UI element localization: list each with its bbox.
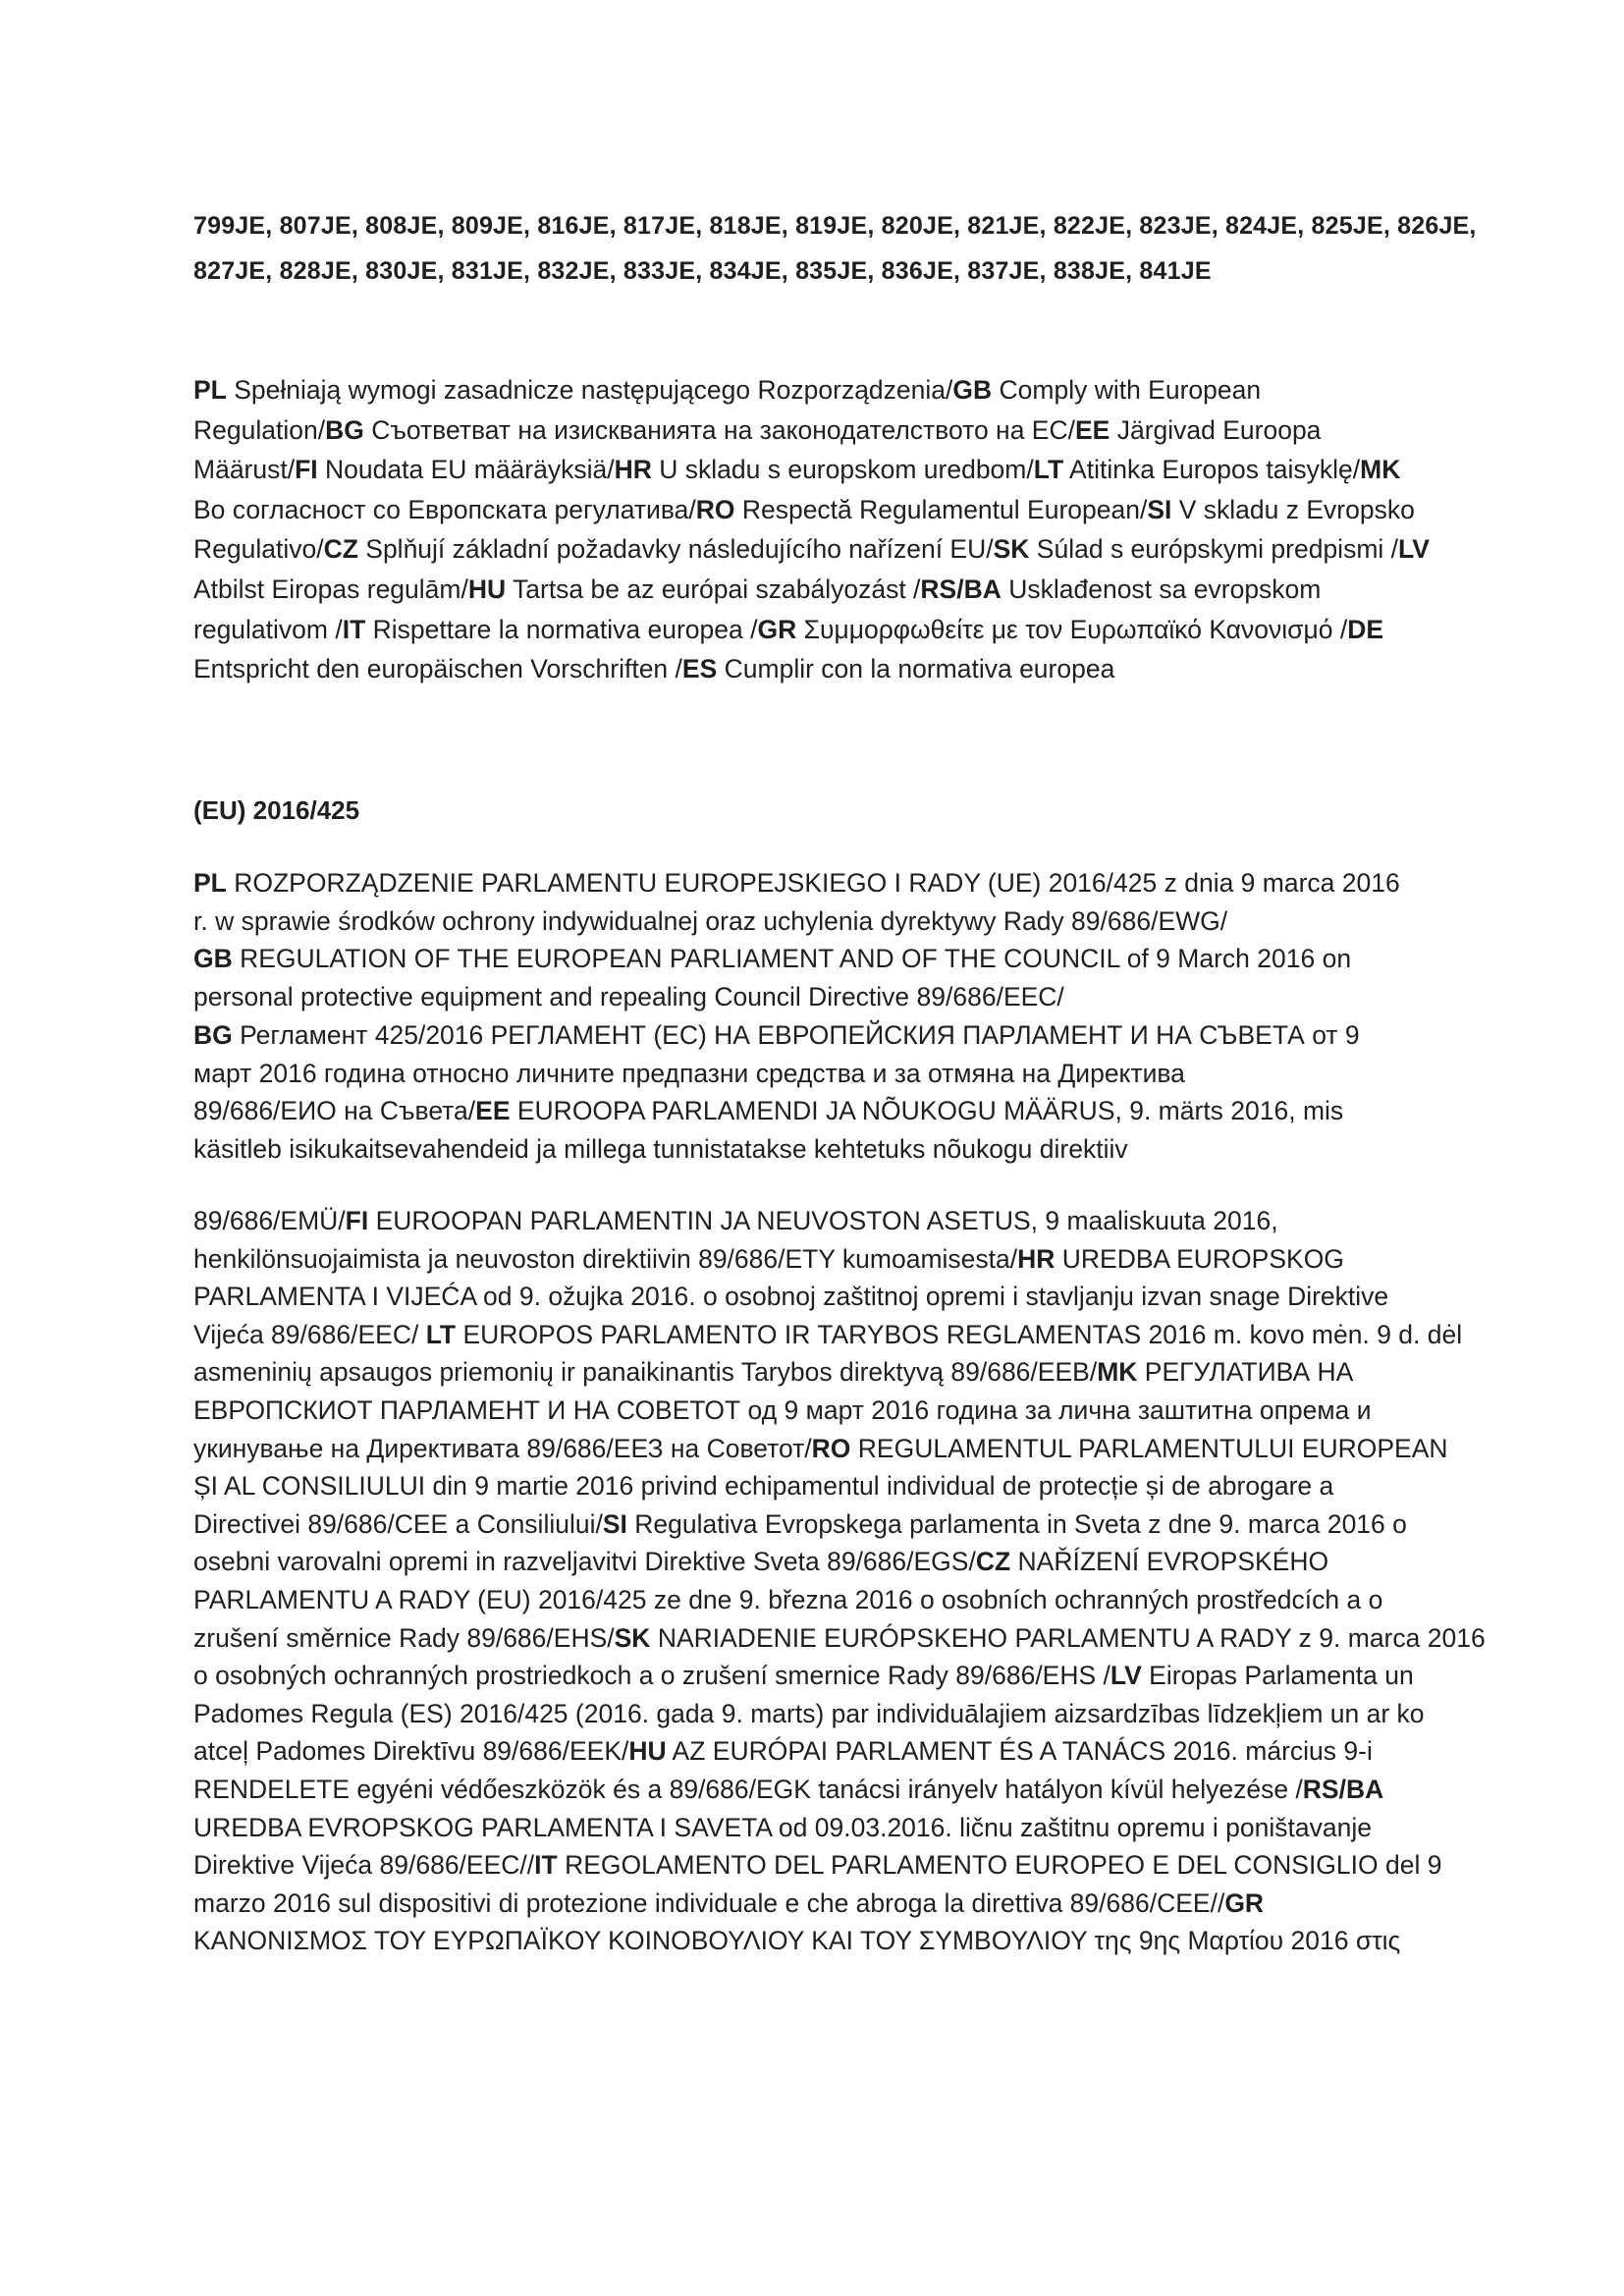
text-segment: РЕГУЛАТИВА НА <box>1137 1357 1354 1388</box>
text-segment: Во согласност со Европската регулатива/ <box>193 494 696 524</box>
text-line <box>193 1543 1470 1581</box>
text-segment: henkilönsuojaimista ja neuvoston direktiivin 89/686/ETY kumoamisesta/ <box>193 1243 1018 1274</box>
text-segment: Regulativo/ <box>193 534 324 565</box>
text-line <box>193 1430 1470 1468</box>
text-line <box>193 902 1470 941</box>
text-line <box>193 1505 1470 1544</box>
text-segment: ROZPORZĄDZENIE PARLAMENTU EUROPEJSKIEGO I RADY (UE) 2016/425 z dnia 9 marca 2016 <box>226 868 1400 898</box>
text-segment: Регламент 425/2016 РЕГЛАМЕНТ (ЕС) НА ЕВРОПЕЙСКИЯ ПАРЛАМЕНТ И НА СЪВЕТА от 9 <box>232 1019 1360 1050</box>
language-code: HU <box>628 1736 667 1767</box>
text-segment: NAŘÍZENÍ EVROPSKÉHO <box>1010 1547 1329 1577</box>
language-code: HR <box>614 455 652 485</box>
text-line <box>193 1016 1470 1055</box>
text-segment: EUROOPAN PARLAMENTIN JA NEUVOSTON ASETUS, 9 maaliskuuta 2016, <box>368 1206 1278 1235</box>
text-line <box>193 370 1470 410</box>
text-line <box>193 1581 1470 1619</box>
text-segment: Съответват на изискванията на законодателството на ЕС/ <box>363 414 1075 445</box>
language-code: GR <box>1224 1887 1265 1918</box>
text-line <box>193 1771 1470 1809</box>
text-line <box>193 1240 1470 1279</box>
text-segment: Splňují základní požadavky následujícího nařízení EU/ <box>357 534 994 565</box>
language-code: MK <box>1097 1357 1138 1388</box>
text-line <box>193 1316 1470 1354</box>
text-line <box>193 1278 1470 1316</box>
text-segment: PARLAMENTU A RADY (EU) 2016/425 ze dne 9. března 2016 o osobních ochranných prostředcích a o <box>193 1584 1383 1614</box>
language-code: HU <box>467 574 507 604</box>
compliance-statement <box>193 370 1470 689</box>
text-line <box>193 1130 1470 1169</box>
language-code: SI <box>1147 494 1172 524</box>
language-code: LT <box>1033 455 1064 485</box>
text-segment: Noudata EU määräyksiä/ <box>317 455 615 485</box>
text-segment: 89/686/ЕИО на Съвета/ <box>193 1096 476 1126</box>
regulation-title-part2 <box>193 1202 1486 1960</box>
text-line <box>193 410 1470 451</box>
text-segment: NARIADENIE EURÓPSKEHO PARLAMENTU A RADY z 9. marca 2016 <box>650 1622 1486 1653</box>
text-line <box>193 1922 1470 1960</box>
text-segment: ȘI AL CONSILIULUI din 9 martie 2016 privind echipamentul individual de protecție și de abrogare a <box>193 1471 1334 1502</box>
text-line <box>193 1055 1470 1093</box>
text-segment: Rispettare la normativa europea / <box>365 614 758 644</box>
language-code: CZ <box>323 534 358 565</box>
language-code: RO <box>695 494 735 524</box>
text-segment: käsitleb isikukaitsevahendeid ja millega tunnistatakse kehtetuks nõukogu direktiiv <box>193 1133 1128 1164</box>
language-code: IT <box>534 1850 558 1881</box>
text-line <box>193 610 1470 650</box>
text-segment: Tartsa be az európai szabályozást / <box>506 574 921 604</box>
language-code: EE <box>475 1096 511 1126</box>
text-segment: март 2016 година относно личните предпазни средства и за отмяна на Директива <box>193 1058 1185 1088</box>
text-segment: Direktive Vijeća 89/686/EEC// <box>193 1850 535 1881</box>
text-line <box>193 1392 1470 1430</box>
language-code: HR <box>1017 1243 1056 1274</box>
text-segment: personal protective equipment and repealing Council Directive 89/686/EEC/ <box>193 982 1064 1012</box>
text-segment: ΚΑΝΟΝΙΣΜΟΣ ΤΟΥ ΕΥΡΩΠΑΪΚΟΥ ΚΟΙΝΟΒΟΥΛΙΟΥ ΚΑΙ ΤΟΥ ΣΥΜΒΟΥΛΙΟΥ της 9ης Μαρτίου 2016 στις <box>193 1926 1401 1956</box>
text-line <box>193 570 1470 610</box>
text-segment: Comply with European <box>992 375 1262 405</box>
language-code: GR <box>757 614 797 644</box>
text-segment: o osobných ochranných prostriedkoch a o zrušení smernice Rady 89/686/EHS / <box>193 1661 1110 1691</box>
language-code: MK <box>1360 455 1401 485</box>
text-segment: Atitinka Europos taisyklę/ <box>1063 455 1361 485</box>
language-code: RS/BA <box>1302 1774 1384 1804</box>
text-segment: Eiropas Parlamenta un <box>1141 1661 1414 1691</box>
text-segment: UREDBA EUROPSKOG <box>1055 1243 1344 1274</box>
language-code: SK <box>614 1622 651 1653</box>
text-line <box>193 1467 1470 1505</box>
text-segment: Συμμορφωθείτε με τον Ευρωπαϊκό Κανονισμό / <box>796 614 1348 644</box>
text-segment: Directivei 89/686/CEE a Consiliului/ <box>193 1508 603 1539</box>
text-segment: Usklađenost sa evropskom <box>1001 574 1322 604</box>
text-segment: V skladu z Evropsko <box>1171 494 1415 524</box>
text-segment: Súlad s európskymi predpismi / <box>1029 534 1399 565</box>
text-line <box>193 940 1470 978</box>
text-segment: zrušení směrnice Rady 89/686/EHS/ <box>193 1622 615 1653</box>
text-segment: U skladu s europskom uredbom/ <box>651 455 1034 485</box>
text-segment: asmeninių apsaugos priemonių ir panaikinantis Tarybos direktyvą 89/686/EEB/ <box>193 1357 1098 1388</box>
language-code: ES <box>681 654 718 684</box>
language-code: CZ <box>975 1547 1011 1577</box>
text-segment: Regulativa Evropskega parlamenta in Sveta z dne 9. marca 2016 o <box>626 1508 1407 1539</box>
regulation-number: (EU) 2016/425 <box>193 795 360 825</box>
text-segment: Järgivad Euroopa <box>1110 414 1322 445</box>
text-line <box>193 978 1470 1016</box>
language-code: PL <box>193 868 227 898</box>
text-line <box>193 864 1470 902</box>
language-code: GB <box>193 944 233 974</box>
language-code: BG <box>325 414 364 445</box>
text-segment: укинување на Директивата 89/686/ЕЕЗ на Советот/ <box>193 1433 812 1463</box>
text-segment: Vijeća 89/686/EEC/ <box>193 1319 426 1349</box>
text-segment: ЕВРОПСКИОТ ПАРЛАМЕНТ И НА СОВЕТОТ од 9 март 2016 година за лична заштитна опрема и <box>193 1394 1372 1425</box>
text-segment: Cumplir con la normativa europea <box>717 654 1115 684</box>
language-code: FI <box>295 455 318 485</box>
text-line <box>193 529 1470 570</box>
text-segment: Atbilst Eiropas regulām/ <box>193 574 468 604</box>
regulation-title-part1 <box>193 864 1470 1169</box>
text-line <box>193 450 1470 490</box>
text-segment: EUROOPA PARLAMENDI JA NÕUKOGU MÄÄRUS, 9. märts 2016, mis <box>510 1096 1344 1126</box>
text-segment: 89/686/EMÜ/ <box>193 1206 346 1235</box>
text-segment: EUROPOS PARLAMENTO IR TARYBOS REGLAMENTAS 2016 m. kovo mėn. 9 d. dėl <box>456 1319 1463 1349</box>
model-codes-line: 799JE, 807JE, 808JE, 809JE, 816JE, 817JE, 818JE, 819JE, 820JE, 821JE, 822JE, 823JE, 824JE, 825JE, 826JE, <box>193 212 1477 240</box>
text-segment: AZ EURÓPAI PARLAMENT ÉS A TANÁCS 2016. március 9-i <box>666 1736 1373 1767</box>
text-line <box>193 1732 1470 1771</box>
language-code: DE <box>1347 614 1384 644</box>
text-line <box>193 1885 1470 1923</box>
model-codes-line: 827JE, 828JE, 830JE, 831JE, 832JE, 833JE, 834JE, 835JE, 836JE, 837JE, 838JE, 841JE <box>193 257 1212 285</box>
text-segment: Respectă Regulamentul European/ <box>734 494 1148 524</box>
text-segment: PARLAMENTA I VIJEĆA od 9. ožujka 2016. o osobnoj zaštitnoj opremi i stavljanju izvan snage Direktive <box>193 1282 1389 1312</box>
text-segment: REGOLAMENTO DEL PARLAMENTO EUROPEO E DEL CONSIGLIO del 9 <box>557 1850 1442 1881</box>
model-codes <box>193 203 1477 294</box>
text-line <box>193 1809 1470 1847</box>
text-line <box>193 1353 1470 1392</box>
language-code: LV <box>1398 534 1430 565</box>
language-code: LT <box>425 1319 457 1349</box>
language-code: FI <box>345 1206 369 1235</box>
text-segment: Entspricht den europäischen Vorschriften / <box>193 654 682 684</box>
language-code: SI <box>602 1508 627 1539</box>
text-line <box>193 1202 1470 1240</box>
language-code: PL <box>193 375 227 405</box>
text-segment: Spełniają wymogi zasadnicze następującego Rozporządzenia/ <box>226 375 953 405</box>
text-line <box>193 1092 1470 1130</box>
language-code: GB <box>952 375 993 405</box>
text-segment: Regulation/ <box>193 414 326 445</box>
language-code: LV <box>1110 1661 1142 1691</box>
text-line <box>193 1695 1470 1733</box>
language-code: IT <box>342 614 366 644</box>
text-segment: osebni varovalni opremi in razveljavitvi Direktive Sveta 89/686/EGS/ <box>193 1547 976 1577</box>
text-line <box>193 1846 1470 1885</box>
language-code: SK <box>993 534 1030 565</box>
text-line <box>193 1619 1486 1658</box>
text-segment: RENDELETE egyéni védőeszközök és a 89/686/EGK tanácsi irányelv hatályon kívül helyezése / <box>193 1774 1303 1804</box>
text-segment: REGULAMENTUL PARLAMENTULUI EUROPEAN <box>850 1433 1448 1463</box>
language-code: BG <box>193 1019 233 1050</box>
text-segment: Määrust/ <box>193 455 296 485</box>
text-line <box>193 1657 1470 1695</box>
text-segment: marzo 2016 sul dispositivi di protezione individuale e che abroga la direttiva 89/686/CEE// <box>193 1887 1225 1918</box>
text-segment: r. w sprawie środków ochrony indywidualnej oraz uchylenia dyrektywy Rady 89/686/EWG/ <box>193 905 1228 936</box>
text-segment: Padomes Regula (ES) 2016/425 (2016. gada 9. marts) par individuālajiem aizsardzības līdzekļiem un ar ko <box>193 1698 1425 1728</box>
text-segment: UREDBA EVROPSKOG PARLAMENTA I SAVETA od 09.03.2016. ličnu zaštitnu opremu i poništavanje <box>193 1812 1372 1842</box>
language-code: RS/BA <box>920 574 1001 604</box>
text-line <box>193 490 1470 530</box>
language-code: RO <box>811 1433 851 1463</box>
text-line <box>193 649 1470 689</box>
text-segment: regulativom / <box>193 614 343 644</box>
text-segment: REGULATION OF THE EUROPEAN PARLIAMENT AND OF THE COUNCIL of 9 March 2016 on <box>232 944 1352 974</box>
text-segment: atceļ Padomes Direktīvu 89/686/EEK/ <box>193 1736 629 1767</box>
language-code: EE <box>1074 414 1110 445</box>
